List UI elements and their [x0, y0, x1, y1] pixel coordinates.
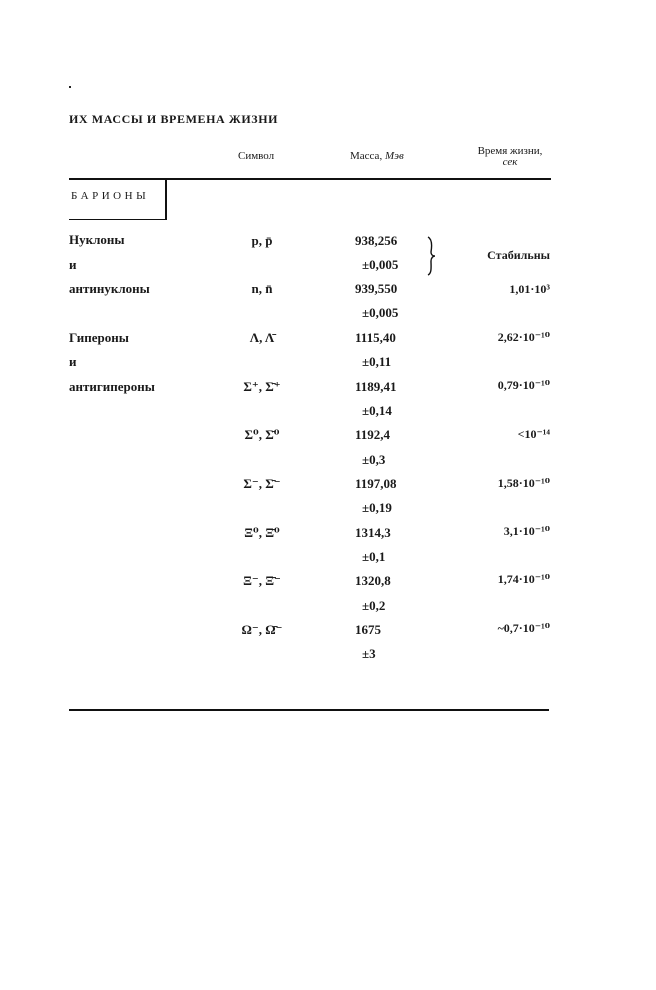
mass-value: 1320,8: [355, 573, 391, 588]
lifetime-value: 1,58·10⁻¹⁰: [497, 476, 550, 490]
mass-error: ±0,19: [362, 500, 392, 515]
mass-value: 1675: [355, 622, 381, 637]
mass-error: ±3: [362, 646, 376, 661]
column-header-lifetime-unit: сек: [502, 156, 518, 168]
page-mark-dot: [69, 86, 71, 88]
lifetime-value: 2,62·10⁻¹⁰: [497, 330, 550, 344]
lifetime-value: 1,01·10³: [509, 282, 550, 296]
particle-symbol: Ξ⁰, Ξ̄⁰: [244, 525, 280, 540]
mass-value: 938,256: [355, 233, 398, 248]
lifetime-value: ~0,7·10⁻¹⁰: [497, 621, 550, 635]
mass-error: ±0,1: [362, 549, 386, 564]
particle-symbol: n, n̄: [251, 281, 273, 296]
column-header-lifetime-line1: Время жизни,: [477, 145, 543, 157]
mass-value: 1192,4: [355, 427, 391, 442]
lifetime-value: <10⁻¹⁴: [517, 427, 550, 441]
column-header-mass-label: Масса,: [350, 150, 383, 162]
column-header-mass-unit: Мэв: [384, 150, 404, 162]
group-label-antihyperons: антигипероны: [69, 379, 155, 394]
lifetime-value: 3,1·10⁻¹⁰: [503, 524, 550, 538]
mass-value: 1314,3: [355, 525, 391, 540]
mass-value: 1189,41: [355, 379, 397, 394]
mass-value: 1197,08: [355, 476, 397, 491]
mass-error: ±0,14: [362, 403, 392, 418]
mass-error: ±0,11: [362, 354, 392, 369]
column-header-mass: [350, 150, 404, 162]
particle-symbol: Ω⁻, Ω̄⁻: [241, 622, 283, 637]
brace-icon: [425, 236, 439, 276]
particle-symbol: Σ⁰, Σ̄⁰: [244, 427, 280, 442]
table-bottom-rule: [69, 709, 549, 711]
group-label-nucleons: Нуклоны: [69, 232, 125, 247]
group-label-and: и: [69, 257, 77, 272]
particle-symbol: Σ⁻, Σ̄⁻: [243, 476, 281, 491]
mass-error: ±0,005: [362, 305, 399, 320]
page-title: ИХ МАССЫ И ВРЕМЕНА ЖИЗНИ: [69, 112, 279, 126]
lifetime-stable: Стабильны: [487, 248, 550, 262]
lifetime-value: 1,74·10⁻¹⁰: [497, 572, 550, 586]
particle-symbol: Ξ⁻, Ξ̄⁻: [243, 573, 281, 588]
lifetime-value: 0,79·10⁻¹⁰: [497, 378, 550, 392]
group-label-and: и: [69, 354, 77, 369]
mass-error: ±0,005: [362, 257, 399, 272]
mass-error: ±0,2: [362, 598, 386, 613]
particle-symbol: Σ⁺, Σ̄⁺: [243, 379, 281, 394]
particle-symbol: Λ, Λ̄: [249, 330, 275, 345]
group-label-hyperons: Гипероны: [69, 330, 129, 345]
mass-error: ±0,3: [362, 452, 386, 467]
particle-symbol: p, p̄: [251, 233, 273, 248]
mass-value: 939,550: [355, 281, 398, 296]
group-label-antinucleons: антинуклоны: [69, 281, 150, 296]
mass-value: 1115,40: [355, 330, 396, 345]
column-header-lifetime: [462, 146, 558, 168]
section-label-baryons: БАРИОНЫ: [71, 190, 150, 202]
column-header-symbol: Символ: [238, 150, 275, 162]
